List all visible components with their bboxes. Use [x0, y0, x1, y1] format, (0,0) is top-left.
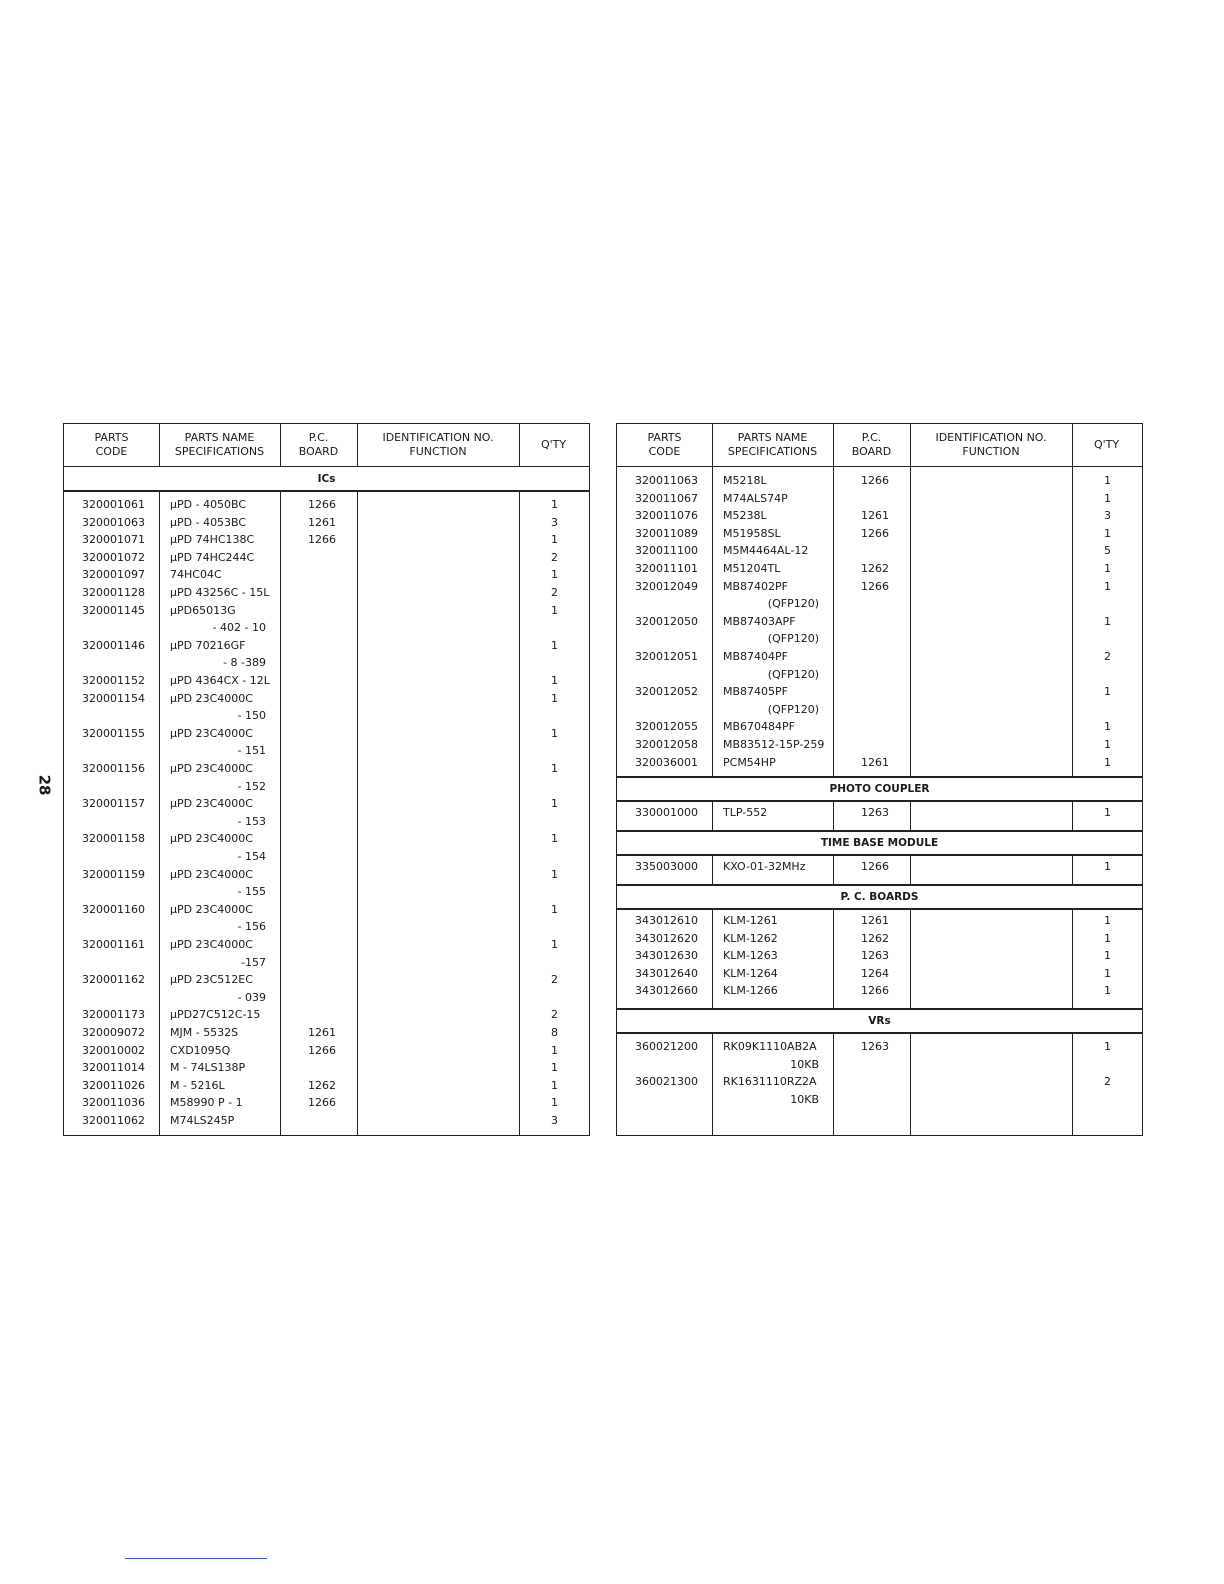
parts-name: RK1631110RZ2A [723, 1075, 817, 1089]
table-row [617, 648, 1142, 666]
parts-name: μPD 23C4000C [170, 902, 253, 916]
parts-spec-suffix: - 155 [237, 885, 266, 899]
quantity: 1 [551, 832, 558, 846]
parts-code: 320001154 [82, 691, 145, 705]
header-id-line1: IDENTIFICATION NO. [935, 431, 1047, 444]
column-divider [712, 466, 713, 776]
header-board-line1: P.C. [861, 431, 882, 444]
header-divider [280, 424, 281, 466]
parts-name: MB87404PF [723, 650, 788, 663]
table-row [64, 866, 589, 884]
quantity: 3 [551, 515, 558, 529]
parts-code: 320001128 [82, 586, 145, 599]
table-row [617, 560, 1142, 578]
parts-spec-suffix: -157 [241, 955, 266, 969]
table-row-continuation [64, 813, 589, 831]
pc-board: 1262 [861, 562, 889, 575]
quantity: 1 [551, 498, 558, 511]
pc-board: 1264 [861, 966, 889, 980]
parts-code: 320001159 [82, 867, 145, 881]
pc-board: 1266 [861, 579, 889, 593]
header-divider [159, 424, 160, 466]
table-row [617, 718, 1142, 736]
parts-name: MJM - 5532S [170, 1026, 239, 1039]
parts-name: KLM-1261 [723, 914, 778, 927]
parts-name: M5218L [723, 474, 767, 487]
column-divider [910, 466, 911, 776]
parts-name: M74LS245P [170, 1114, 235, 1127]
header-code-line1: PARTS [647, 431, 682, 444]
parts-code: 320011062 [82, 1114, 145, 1127]
table-row [617, 472, 1142, 490]
table-row [64, 1042, 589, 1060]
page-number: 28 [35, 774, 54, 796]
section-rule [617, 800, 1142, 802]
quantity: 1 [1104, 914, 1111, 927]
parts-code: 360021200 [635, 1040, 698, 1053]
parts-code: 320001173 [82, 1008, 145, 1022]
pc-board: 1263 [861, 806, 889, 819]
parts-name: μPD65013G [170, 603, 236, 617]
quantity: 1 [551, 1043, 558, 1057]
parts-code: 343012640 [635, 966, 698, 980]
parts-code: 320009072 [82, 1026, 145, 1039]
section-rule [617, 1032, 1142, 1034]
parts-code: 320011026 [82, 1078, 145, 1092]
table-row-continuation [64, 654, 589, 672]
pc-board: 1266 [861, 474, 889, 487]
header-name-line1: PARTS NAME [184, 431, 255, 444]
quantity: 1 [551, 726, 558, 740]
parts-spec-suffix: (QFP120) [767, 632, 819, 646]
parts-name: M5238L [723, 509, 767, 523]
parts-code: 320001156 [82, 762, 145, 775]
quantity: 1 [551, 1078, 558, 1092]
header-name-line2: SPECIFICATIONS [174, 445, 265, 458]
quantity: 1 [551, 762, 558, 775]
parts-code: 320012051 [635, 650, 698, 663]
column-divider [833, 466, 834, 776]
parts-code: 343012630 [635, 949, 698, 963]
table-row [617, 982, 1142, 1000]
table-row [64, 971, 589, 989]
section-rule [617, 908, 1142, 910]
parts-name: μPD - 4053BC [170, 515, 247, 529]
table-row-continuation [64, 707, 589, 725]
table-row [617, 912, 1142, 930]
quantity: 1 [1104, 931, 1111, 945]
table-row-continuation [64, 918, 589, 936]
table-row [64, 637, 589, 655]
table-row [617, 613, 1142, 631]
quantity: 1 [1104, 562, 1111, 575]
parts-code: 320036001 [635, 755, 698, 769]
parts-code: 320011100 [635, 544, 698, 558]
table-row-continuation [617, 630, 1142, 648]
quantity: 1 [551, 902, 558, 916]
table-row [64, 936, 589, 954]
parts-spec-suffix: - 156 [237, 920, 266, 934]
table-row [64, 795, 589, 813]
parts-spec-suffix: (QFP120) [767, 702, 819, 716]
parts-code: 320001158 [82, 832, 145, 846]
quantity: 1 [551, 1061, 558, 1075]
parts-code: 320001162 [82, 973, 145, 987]
parts-spec-suffix: - 151 [237, 744, 266, 758]
parts-code: 320011063 [635, 474, 698, 487]
header-name-line1: PARTS NAME [737, 431, 808, 444]
parts-name: KLM-1262 [723, 931, 778, 945]
quantity: 1 [551, 1096, 558, 1110]
quantity: 2 [1104, 1075, 1111, 1089]
parts-code: 320011089 [635, 526, 698, 540]
parts-name: MB83512-15P-259 [723, 738, 825, 751]
quantity: 1 [1104, 860, 1111, 873]
header-id-line2: FUNCTION [409, 445, 467, 458]
parts-table-right [616, 423, 1143, 1136]
table-row [64, 1112, 589, 1130]
parts-code: 320010002 [82, 1043, 145, 1057]
header-code [617, 424, 712, 466]
table-row [64, 1094, 589, 1112]
quantity: 2 [1104, 650, 1111, 663]
pc-board: 1261 [861, 509, 889, 523]
table-row [64, 531, 589, 549]
quantity: 1 [551, 691, 558, 705]
parts-code: 320001161 [82, 938, 145, 951]
quantity: 1 [551, 568, 558, 582]
table-row [617, 736, 1142, 754]
quantity: 1 [1104, 738, 1111, 751]
header-code-line2: CODE [648, 445, 681, 458]
parts-name: M51958SL [723, 526, 781, 540]
parts-name: μPD 23C4000C [170, 832, 253, 846]
quantity: 1 [551, 533, 558, 547]
parts-code: 320001145 [82, 603, 145, 617]
table-row [64, 549, 589, 567]
parts-name: μPD 70216GF [170, 638, 246, 652]
table-row [64, 760, 589, 778]
pc-board: 1266 [308, 533, 336, 547]
parts-name: MB87403APF [723, 614, 796, 628]
parts-spec-suffix: - 8 -389 [223, 656, 266, 670]
parts-name: μPD 23C4000C [170, 762, 253, 775]
parts-spec-suffix: 10KB [790, 1092, 819, 1106]
table-row [64, 1024, 589, 1042]
table-row-continuation [64, 619, 589, 637]
quantity: 3 [551, 1114, 558, 1127]
parts-code: 320012055 [635, 720, 698, 734]
parts-code: 320012052 [635, 685, 698, 699]
parts-code: 320001160 [82, 902, 145, 916]
parts-name: 74HC04C [170, 568, 222, 582]
table-row [64, 514, 589, 532]
table-row-continuation [64, 778, 589, 796]
parts-code: 320011101 [635, 562, 698, 575]
parts-name: KLM-1263 [723, 949, 778, 963]
parts-code: 320012049 [635, 579, 698, 593]
parts-code: 320011014 [82, 1061, 145, 1075]
quantity: 1 [1104, 949, 1111, 963]
section-vrs: VRs [868, 1015, 891, 1027]
table-row [64, 566, 589, 584]
quantity: 1 [1104, 720, 1111, 734]
table-row [64, 1077, 589, 1095]
table-row [64, 1059, 589, 1077]
table-row [617, 525, 1142, 543]
parts-spec-suffix: - 150 [237, 709, 266, 723]
table-row [617, 490, 1142, 508]
quantity: 1 [1104, 474, 1111, 487]
table-row-continuation [617, 1091, 1142, 1109]
quantity: 8 [551, 1026, 558, 1039]
header-board-line2: BOARD [298, 445, 339, 458]
quantity: 1 [1104, 755, 1111, 769]
parts-name: KXO-01-32MHz [723, 860, 806, 873]
pc-board: 1266 [861, 526, 889, 540]
table-row [64, 690, 589, 708]
parts-name: MB87405PF [723, 685, 788, 699]
table-row [617, 947, 1142, 965]
parts-name: M51204TL [723, 562, 781, 575]
header-id-line1: IDENTIFICATION NO. [382, 431, 494, 444]
parts-code: 330001000 [635, 806, 698, 819]
table-row [617, 930, 1142, 948]
pc-board: 1266 [861, 984, 889, 998]
parts-name: RK09K1110AB2A [723, 1040, 817, 1053]
header-name [712, 424, 833, 466]
section-rule [617, 854, 1142, 856]
parts-code: 320001155 [82, 726, 145, 740]
parts-code: 320001071 [82, 533, 145, 547]
parts-spec-suffix: - 154 [237, 850, 266, 863]
quantity: 5 [1104, 544, 1111, 558]
table-header [64, 424, 589, 467]
parts-code: 320001157 [82, 797, 145, 811]
section-pc-boards: P. C. BOARDS [840, 891, 919, 903]
header-board [280, 424, 357, 466]
header-divider [519, 424, 520, 466]
parts-code: 320001146 [82, 638, 145, 652]
table-row [64, 672, 589, 690]
pc-board: 1261 [861, 914, 889, 927]
quantity: 1 [1104, 984, 1111, 998]
quantity: 1 [1104, 685, 1111, 699]
column-divider [1072, 466, 1073, 776]
parts-name: μPD 4364CX - 12L [170, 674, 270, 687]
table-row [64, 725, 589, 743]
table-row [617, 965, 1142, 983]
parts-name: μPD 23C4000C [170, 938, 253, 951]
parts-code: 320001152 [82, 674, 145, 687]
quantity: 2 [551, 550, 558, 564]
parts-spec-suffix: - 039 [237, 990, 266, 1004]
table-row-continuation [64, 848, 589, 866]
table-row [617, 578, 1142, 596]
parts-spec-suffix: (QFP120) [767, 667, 819, 681]
quantity: 1 [1104, 614, 1111, 628]
parts-code: 320001072 [82, 550, 145, 564]
quantity: 1 [1104, 806, 1111, 819]
parts-name: MB87402PF [723, 579, 788, 593]
parts-name: μPD27C512C-15 [170, 1008, 261, 1022]
parts-name: μPD 74HC138C [170, 533, 255, 547]
table-row [617, 1038, 1142, 1056]
quantity: 2 [551, 586, 558, 599]
pc-board: 1263 [861, 1040, 889, 1053]
header-qty: Q'TY [1093, 438, 1120, 451]
parts-name: μPD 23C4000C [170, 726, 253, 740]
table-row [617, 542, 1142, 560]
quantity: 1 [1104, 966, 1111, 980]
table-row [64, 602, 589, 620]
table-row [64, 1006, 589, 1024]
header-divider [1072, 424, 1073, 466]
quantity: 1 [1104, 491, 1111, 505]
parts-code: 320012058 [635, 738, 698, 751]
header-id-line2: FUNCTION [962, 445, 1020, 458]
parts-name: μPD 23C4000C [170, 691, 253, 705]
parts-code: 320011067 [635, 491, 698, 505]
table-row-continuation [64, 954, 589, 972]
parts-spec-suffix: 10KB [790, 1057, 819, 1071]
quantity: 2 [551, 1008, 558, 1022]
header-board-line1: P.C. [308, 431, 329, 444]
parts-spec-suffix: (QFP120) [767, 597, 819, 611]
quantity: 1 [551, 603, 558, 617]
footer-rule [125, 1558, 267, 1559]
header-divider [910, 424, 911, 466]
section-rule [64, 490, 589, 492]
header-id [910, 424, 1072, 466]
quantity: 1 [1104, 526, 1111, 540]
table-row [64, 584, 589, 602]
section-ics: ICs [317, 473, 336, 485]
quantity: 1 [551, 867, 558, 881]
header-qty: Q'TY [540, 438, 567, 451]
parts-name: KLM-1264 [723, 966, 778, 980]
parts-name: KLM-1266 [723, 984, 778, 998]
parts-code: 320001097 [82, 568, 145, 582]
parts-name: M5M4464AL-12 [723, 544, 809, 558]
parts-name: M - 74LS138P [170, 1061, 246, 1075]
table-row-continuation [64, 883, 589, 901]
parts-code: 343012610 [635, 914, 698, 927]
parts-code: 320001063 [82, 515, 145, 529]
parts-name: M - 5216L [170, 1078, 225, 1092]
pc-board: 1266 [308, 1096, 336, 1110]
parts-name: PCM54HP [723, 755, 776, 769]
pc-board: 1266 [308, 498, 336, 511]
parts-name: CXD1095Q [170, 1043, 231, 1057]
header-divider [357, 424, 358, 466]
pc-board: 1261 [308, 515, 336, 529]
quantity: 1 [551, 674, 558, 687]
table-header [617, 424, 1142, 467]
parts-name: μPD 23C4000C [170, 797, 253, 811]
header-name [159, 424, 280, 466]
parts-spec-suffix: - 153 [237, 814, 266, 828]
quantity: 3 [1104, 509, 1111, 523]
pc-board: 1266 [861, 860, 889, 873]
header-code-line2: CODE [95, 445, 128, 458]
section-time-base-module: TIME BASE MODULE [820, 837, 939, 849]
table-row [64, 496, 589, 514]
parts-name: μPD 43256C - 15L [170, 586, 270, 599]
parts-name: M74ALS74P [723, 491, 788, 505]
quantity: 1 [551, 638, 558, 652]
parts-name: M58990 P - 1 [170, 1096, 243, 1110]
parts-spec-suffix: - 152 [237, 779, 266, 793]
parts-code: 335003000 [635, 860, 698, 873]
parts-code: 343012620 [635, 931, 698, 945]
parts-spec-suffix: - 402 - 10 [212, 621, 266, 635]
parts-name: μPD - 4050BC [170, 498, 247, 511]
parts-name: μPD 74HC244C [170, 550, 255, 564]
parts-code: 360021300 [635, 1075, 698, 1089]
header-board [833, 424, 910, 466]
header-code [64, 424, 159, 466]
quantity: 1 [1104, 1040, 1111, 1053]
table-row-continuation [617, 666, 1142, 684]
pc-board: 1262 [861, 931, 889, 945]
quantity: 1 [551, 797, 558, 811]
pc-board: 1261 [861, 755, 889, 769]
pc-board: 1263 [861, 949, 889, 963]
parts-code: 320001061 [82, 498, 145, 511]
parts-table-left [63, 423, 590, 1136]
parts-code: 320012050 [635, 614, 698, 628]
parts-name: μPD 23C512EC [170, 973, 253, 987]
pc-board: 1262 [308, 1078, 336, 1092]
header-name-line2: SPECIFICATIONS [727, 445, 818, 458]
header-id [357, 424, 519, 466]
table-row [617, 507, 1142, 525]
quantity: 2 [551, 973, 558, 987]
header-code-line1: PARTS [94, 431, 129, 444]
parts-name: TLP-552 [723, 806, 768, 819]
table-row-continuation [617, 701, 1142, 719]
parts-code: 320011036 [82, 1096, 145, 1110]
table-row-continuation [617, 595, 1142, 613]
header-board-line2: BOARD [851, 445, 892, 458]
table-row [617, 858, 1142, 876]
quantity: 1 [551, 938, 558, 951]
table-row-continuation [617, 1056, 1142, 1074]
parts-code: 320011076 [635, 509, 698, 523]
header-divider [833, 424, 834, 466]
parts-code: 343012660 [635, 984, 698, 998]
table-row [617, 683, 1142, 701]
parts-name: μPD 23C4000C [170, 867, 253, 881]
table-row [617, 804, 1142, 822]
quantity: 1 [1104, 579, 1111, 593]
table-row [64, 901, 589, 919]
table-row [617, 754, 1142, 772]
header-divider [712, 424, 713, 466]
table-row-continuation [64, 989, 589, 1007]
pc-board: 1266 [308, 1043, 336, 1057]
section-photo-coupler: PHOTO COUPLER [829, 783, 930, 795]
pc-board: 1261 [308, 1026, 336, 1039]
parts-name: MB670484PF [723, 720, 795, 734]
table-row [64, 830, 589, 848]
table-row [617, 1073, 1142, 1091]
table-row-continuation [64, 742, 589, 760]
